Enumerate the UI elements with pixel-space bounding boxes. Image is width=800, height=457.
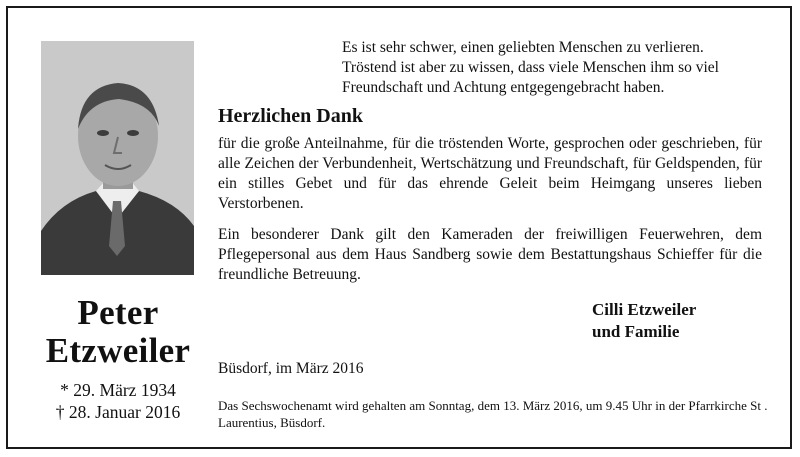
place-date: Büsdorf, im März 2016 [218, 360, 364, 377]
portrait-illustration [41, 41, 194, 275]
special-thanks-paragraph: Ein besonderer Dank gilt den Kameraden der freiwilligen Feuerwehren, dem Pflegepersonal aus dem Haus Sandberg sowie dem Bestattungshaus Schieffer für die freundliche Betreuung. [218, 226, 762, 283]
memorial-quote [342, 38, 772, 98]
service-announcement: Das Sechswochenamt wird gehalten am Sonntag, dem 13. März 2016, um 9.45 Uhr in der Pfarrkirche St . Laurentius, Büsdorf. [218, 398, 768, 430]
death-date: † 28. Januar 2016 [55, 402, 181, 422]
birth-date: * 29. März 1934 [60, 380, 176, 400]
deceased-last-name: Etzweiler [45, 331, 191, 370]
signature-family: und Familie [592, 322, 680, 341]
quote-line: Freundschaft und Achtung entgegengebracht haben. [342, 79, 665, 96]
portrait-photo [41, 41, 194, 275]
thanks-heading: Herzlichen Dank [218, 105, 363, 127]
thanks-paragraph: für die große Anteilnahme, für die tröstenden Worte, gesprochen oder geschrieben, für alle Zeichen der Verbundenheit, Wertschätzung und Freundschaft, für Geldspenden, für ein stilles Gebet und für das ehrende Geleit beim Heimgang unseres lieben Verstorbenen. [218, 135, 762, 212]
deceased-first-name: Peter [77, 293, 159, 332]
signature-name: Cilli Etzweiler [592, 300, 697, 319]
quote-line: Tröstend ist aber zu wissen, dass viele Menschen ihm so viel [342, 59, 719, 76]
quote-line: Es ist sehr schwer, einen geliebten Menschen zu verlieren. [342, 39, 704, 56]
